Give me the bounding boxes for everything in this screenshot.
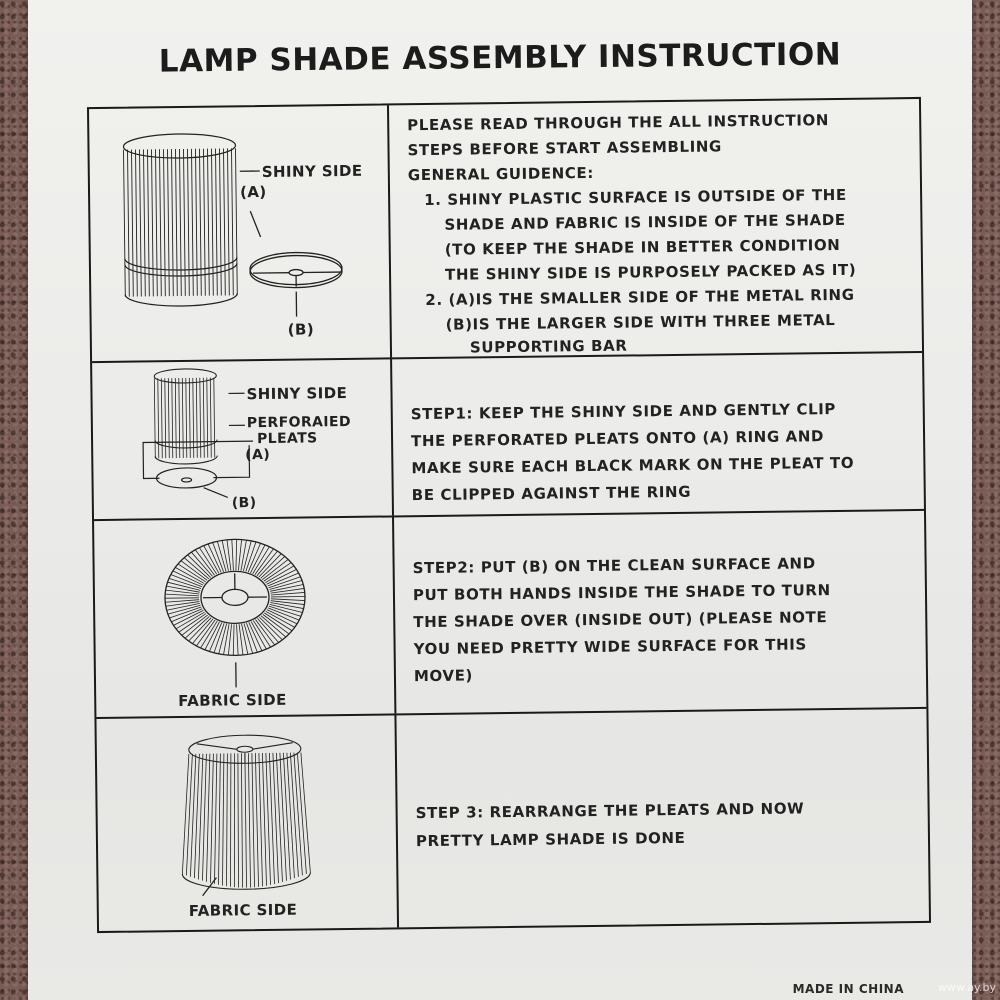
document-title: LAMP SHADE ASSEMBLY INSTRUCTION (158, 36, 842, 80)
instruction-table (87, 97, 931, 933)
text-line: PLEASE READ THROUGH THE ALL INSTRUCTION (407, 111, 830, 135)
step-2-text (412, 549, 908, 690)
label-fabric-side: FABRIC SIDE (188, 900, 298, 920)
label-ring-b: (B) (287, 320, 315, 339)
text-line: STEP2: PUT (B) ON THE CLEAN SURFACE AND (412, 554, 816, 578)
illustration-cell (92, 357, 394, 519)
text-line: (B)IS THE LARGER SIDE WITH THREE METAL (445, 310, 836, 334)
pleated-cylinder (123, 133, 237, 306)
step-1-text (411, 395, 906, 509)
label-shiny-side: SHINY SIDE (261, 161, 363, 181)
general-guidance-text (407, 107, 904, 358)
text-line: BE CLIPPED AGAINST THE RING (411, 482, 692, 505)
label-shiny-side: SHINY SIDE (246, 383, 348, 404)
row-general-guidance (89, 99, 922, 363)
ring-and-frame (143, 393, 254, 498)
text-line: SUPPORTING BAR (469, 336, 628, 357)
label-ring-a: (A) (239, 182, 267, 202)
text-line: YOU NEED PRETTY WIDE SURFACE FOR THIS (413, 635, 807, 659)
text-line: 1. SHINY PLASTIC SURFACE IS OUTSIDE OF THE (424, 185, 847, 210)
pleated-cylinder (154, 369, 217, 465)
row-step-2 (94, 509, 926, 719)
text-line: PUT BOTH HANDS INSIDE THE SHADE TO TURN (412, 581, 831, 605)
row-step-1 (92, 351, 924, 521)
text-line: GENERAL GUIDENCE: (407, 163, 595, 185)
illustration-cell (94, 515, 396, 717)
label-ring-a: (A) (245, 446, 271, 464)
made-in-label: MADE IN CHINA (792, 982, 904, 996)
text-line: SHADE AND FABRIC IS INSIDE OF THE SHADE (444, 210, 846, 234)
label-fabric-side: FABRIC SIDE (178, 690, 287, 711)
label-pleats: PLEATS (256, 430, 318, 448)
text-line: THE PERFORATED PLEATS ONTO (A) RING AND (410, 427, 825, 451)
watermark: www.ay.by (937, 981, 996, 994)
text-line: STEP1: KEEP THE SHINY SIDE AND GENTLY CLIP (410, 399, 837, 424)
text-line: PRETTY LAMP SHADE IS DONE (415, 828, 686, 851)
text-line: STEP 3: REARRANGE THE PLEATS AND NOW (415, 799, 805, 823)
text-line: 2. (A)IS THE SMALLER SIDE OF THE METAL RING (425, 285, 855, 310)
inside-out-drawing (94, 515, 394, 717)
finished-shade-drawing (96, 713, 397, 931)
illustration-cell (96, 713, 399, 931)
text-line: (TO KEEP THE SHADE IN BETTER CONDITION (444, 235, 841, 259)
illustration-cell (89, 105, 392, 361)
label-perforated: PERFORAIED (246, 413, 352, 432)
text-line: THE SHINY SIDE IS PURPOSELY PACKED AS IT) (444, 260, 857, 284)
text-line: STEPS BEFORE START ASSEMBLING (407, 137, 722, 160)
text-line: MOVE) (413, 666, 474, 686)
text-line: THE SHADE OVER (INSIDE OUT) (PLEASE NOTE (413, 608, 828, 632)
tapered-shade (181, 734, 311, 890)
shade-and-ring-drawing (89, 105, 390, 361)
row-step-3 (96, 707, 929, 931)
text-line: MAKE SURE EACH BLACK MARK ON THE PLEAT TO (411, 453, 855, 478)
label-ring-b: (B) (231, 495, 257, 512)
step-3-text (415, 793, 910, 855)
